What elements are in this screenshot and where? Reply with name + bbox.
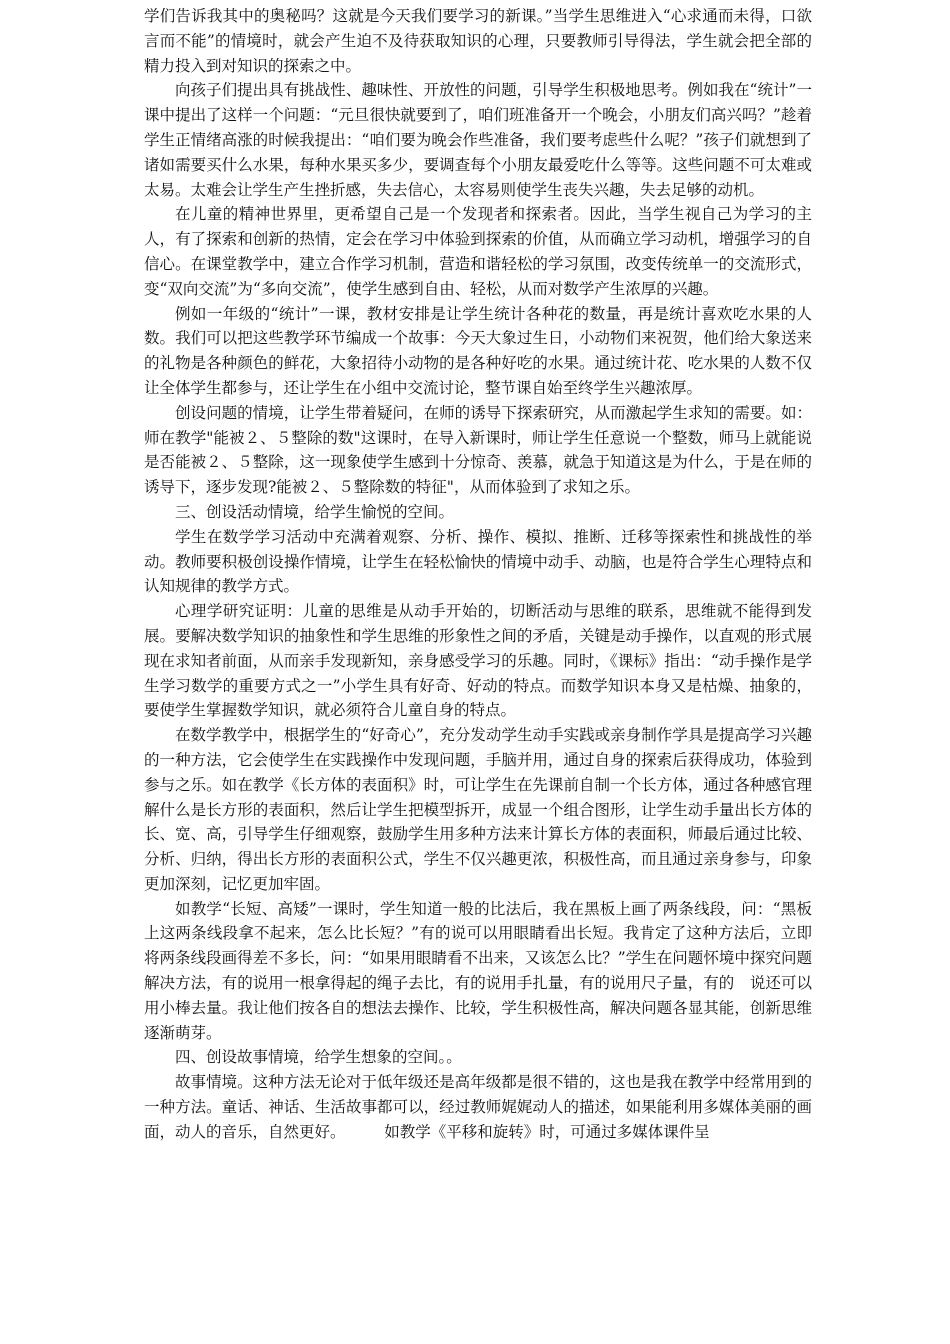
paragraph-length-comparison: 如教学“长短、高矮”一课时，学生知道一般的比法后，我在黑板上画了两条线段，问：“黑板上这两条线段拿不起来，怎么比长短？”有的说可以用眼睛看出长短。我肯定了这种方法后，立即将两条线段画得差不多长，问：“如果用眼睛看不出来，又该怎么比？”学生在问题怀境中探究问题解决方法，有的说用一根拿得起的绳子去比，有的说用手扎量，有的说用尺子量，有的 说还可以用小棒去量。我让他们按各自的想法去操作、比较，学生积极性高，解决问题各显其能，创新思维逐渐萌芽。 <box>144 899 812 1042</box>
paragraph-curiosity-handson: 在数学教学中，根据学生的“好奇心”，充分发动学生动手实践或亲身制作学具是提高学习兴趣的一种方法，它会使学生在实践操作中发现问题，手脑并用，通过自身的探索后获得成功，体验到参与之乐。如在教学《长方体的表面积》时，可让学生在先课前自制一个长方体，通过各种感官理解什么是长方形的表面积，然后让学生把模型拆开，成显一个组合图形，让学生动手量出长方体的长、宽、高，引导学生仔细观察，鼓励学生用多种方法来计算长方体的表面积，师最后通过比较、分析、归纳，得出长方形的表面积公式，学生不仅兴趣更浓，积极性高，而且通过亲身参与，印象更加深刻，记忆更加牢固。 <box>144 726 812 893</box>
paragraph-intro-continuation: 学们告诉我其中的奥秘吗？这就是今天我们要学习的新课。”当学生思维进入“心求通而未得，口欲言而不能”的情境时，就会产生迫不及待获取知识的心理，只要教师引导得法，学生就会把全部的精力投入到对知识的探索之中。 <box>144 7 812 75</box>
document-page <box>144 4 812 1145</box>
paragraph-problem-situation: 创设问题的情境，让学生带着疑问，在师的诱导下探索研究，从而激起学生求知的需要。如：师在教学"能被２、５整除的数"这课时，在导入新课时，师让学生任意说一个整数，师马上就能说是否能被２、５整除，这一现象使学生感到十分惊奇、羡慕，就急于知道这是为什么，于是在师的诱导下，逐步发现?能被２、５整除数的特征"，从而体验到了求知之乐。 <box>144 403 812 497</box>
section-heading-activity: 三、创设活动情境，给学生愉悦的空间。 <box>175 502 455 521</box>
paragraph-activity-exploration: 学生在数学学习活动中充满着观察、分析、操作、模拟、推断、迁移等探索性和挑战性的举动。教师要积极创设操作情境，让学生在轻松愉快的情境中动手、动脑，也是符合学生心理特点和认知规律的教学方式。 <box>144 527 812 596</box>
paragraph-explorer-spirit: 在儿童的精神世界里，更希望自己是一个发现者和探索者。因此，当学生视自己为学习的主人，有了探索和创新的热情，定会在学习中体验到探索的价值，从而确立学习动机，增强学习的自信心。在课堂教学中，建立合作学习机制，营造和谐轻松的学习氛围，改变传统单一的交流形式，变“双向交流”为“多向交流”，使学生感到自由、轻松，从而对数学产生浓厚的兴趣。 <box>144 205 812 298</box>
paragraph-challenging-questions: 向孩子们提出具有挑战性、趣味性、开放性的问题，引导学生积极地思考。例如我在“统计”一课中提出了这样一个问题：“元旦很快就要到了，咱们班准备开一个晚会，小朋友们高兴吗？”趁着学生正情绪高涨的时候我提出：“咱们要为晚会作些准备，我们要考虑些什么呢？”孩子们就想到了诸如需要买什么水果，每种水果买多少，要调查每个小朋友最爱吃什么等等。这些问题不可太难或太易。太难会让学生产生挫折感，失去信心，太容易则使学生丧失兴趣，失去足够的动机。 <box>144 81 812 199</box>
section-heading-story: 四、创设故事情境，给学生想象的空间。。 <box>175 1048 462 1067</box>
paragraph-statistics-story: 例如一年级的“统计”一课，教材安排是让学生统计各种花的数量，再是统计喜欢吃水果的人数。我们可以把这些教学环节编成一个故事：今天大象过生日，小动物们来祝贺，他们给大象送来的礼物是各种颜色的鲜花，大象招待小动物的是各种好吃的水果。通过统计花、吃水果的人数不仅让全体学生都参与，还让学生在小组中交流讨论，整节课自始至终学生兴趣浓厚。 <box>144 304 812 397</box>
paragraph-psychology-research: 心理学研究证明：儿童的思维是从动手开始的，切断活动与思维的联系，思维就不能得到发展。要解决数学知识的抽象性和学生思维的形象性之间的矛盾，关键是动手操作，以直观的形式展现在求知者前面，从而亲手发现新知，亲身感受学习的乐趣。同时，《课标》指出：“动手操作是学生学习数学的重要方式之一”小学生具有好奇、好动的特点。而数学知识本身又是枯燥、抽象的，要使学生掌握数学知识，就必须符合儿童自身的特点。 <box>144 602 812 720</box>
paragraph-story-situation: 故事情境。这种方法无论对于低年级还是高年级都是很不错的，这也是我在教学中经常用到的一种方法。童话、神话、生活故事都可以，经过教师娓娓动人的描述，如果能利用多媒体美丽的画面，动人的音乐，自然更好。 如教学《平移和旋转》时，可通过多媒体课件呈 <box>144 1073 812 1141</box>
